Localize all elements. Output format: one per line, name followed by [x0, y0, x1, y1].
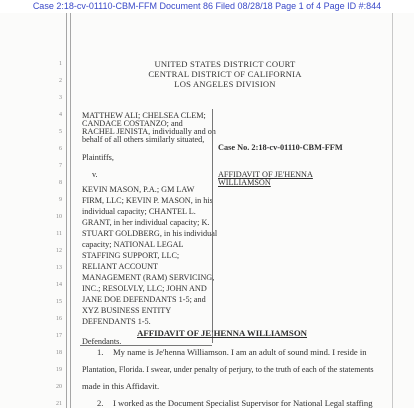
line-number: 18 — [56, 350, 62, 356]
plaintiffs-line: MATTHEW ALI; CHELSEA CLEM; — [82, 111, 206, 120]
line-number: 5 — [59, 129, 62, 135]
document-page — [0, 13, 414, 408]
defendants-line: DEFENDANTS 1-5. — [82, 317, 151, 326]
line-number: 13 — [56, 265, 62, 271]
defendants-label: Defendants. — [82, 337, 122, 346]
court-name-line-1: UNITED STATES DISTRICT COURT — [154, 59, 296, 69]
paragraph-1-line-2: Plantation, Florida. I swear, under penalty of perjury, to the truth of each of the statements — [82, 365, 374, 374]
defendants-line: GRANT, in her individual capacity; K. — [82, 218, 210, 227]
line-number: 12 — [56, 248, 62, 254]
affidavit-heading: AFFIDAVIT OF JE'HENNA WILLIAMSON — [137, 328, 308, 338]
plaintiffs-line: behalf of all others similarly situated, — [82, 135, 205, 144]
case-number: Case No. 2:18-cv-01110-CBM-FFM — [218, 143, 343, 152]
defendants-line: capacity; NATIONAL LEGAL — [82, 240, 184, 249]
versus: v. — [92, 170, 98, 179]
line-number: 19 — [56, 367, 62, 373]
line-number: 17 — [56, 333, 62, 339]
defendants-line: individual capacity; CHANTEL L. — [82, 207, 196, 216]
caption-divider-vertical — [212, 109, 213, 343]
line-number: 16 — [56, 316, 62, 322]
line-number: 9 — [59, 197, 62, 203]
line-number: 11 — [56, 231, 62, 237]
paragraph-1-number: 1. — [97, 347, 104, 357]
margin-rule-left-inner — [70, 13, 71, 408]
line-number: 1 — [59, 61, 62, 67]
ecf-filing-header: Case 2:18-cv-01110-CBM-FFM Document 86 Filed 08/28/18 Page 1 of 4 Page ID #:844 — [32, 1, 382, 11]
line-number: 10 — [56, 214, 62, 220]
line-number: 6 — [59, 146, 62, 152]
caption-divider-horizontal — [80, 345, 212, 346]
line-number: 14 — [56, 282, 62, 288]
margin-rule-left-outer — [66, 13, 67, 408]
line-number: 2 — [59, 78, 62, 84]
line-number: 7 — [59, 163, 62, 169]
paragraph-2-line-1: I worked as the Document Specialist Supervisor for National Legal staffing — [113, 398, 373, 408]
margin-rule-right — [392, 13, 393, 408]
plaintiffs-line: RACHEL JENISTA, individually and on — [82, 127, 216, 136]
defendants-line: RELIANT ACCOUNT — [82, 262, 159, 271]
defendants-line: JANE DOE DEFENDANTS 1-5; and — [82, 295, 206, 304]
line-number: 15 — [56, 299, 62, 305]
defendants-line: XYZ BUSINESS ENTITY — [82, 306, 172, 315]
document-title-line-2: WILLIAMSON — [218, 178, 271, 187]
line-number: 3 — [59, 95, 62, 101]
plaintiffs-label: Plaintiffs, — [82, 153, 114, 162]
paragraph-1-line-1: My name is Je'henna Williamson. I am an adult of sound mind. I reside in — [113, 347, 367, 357]
defendants-line: STAFFING SUPPORT, LLC; — [82, 251, 180, 260]
paragraph-1-line-3: made in this Affidavit. — [82, 381, 160, 391]
court-name-line-2: CENTRAL DISTRICT OF CALIFORNIA — [148, 69, 302, 79]
defendants-line: INC.; RESOLVLY, LLC; JOHN AND — [82, 284, 207, 293]
defendants-line: KEVIN MASON, P.A.; GM LAW — [82, 185, 195, 194]
line-number: 21 — [56, 401, 62, 407]
paragraph-2-number: 2. — [97, 398, 104, 408]
plaintiffs-line: CANDACE COSTANZO; and — [82, 119, 183, 128]
line-number: 20 — [56, 384, 62, 390]
defendants-line: STUART GOLDBERG, in his individual — [82, 229, 218, 238]
line-number: 4 — [59, 112, 62, 118]
line-number: 8 — [59, 180, 62, 186]
defendants-line: MANAGEMENT (RAM) SERVICING, — [82, 273, 215, 282]
court-name-line-3: LOS ANGELES DIVISION — [174, 79, 276, 89]
document-title-line-1: AFFIDAVIT OF JE'HENNA — [218, 170, 313, 179]
defendants-line: FIRM, LLC; KEVIN P. MASON, in his — [82, 196, 213, 205]
